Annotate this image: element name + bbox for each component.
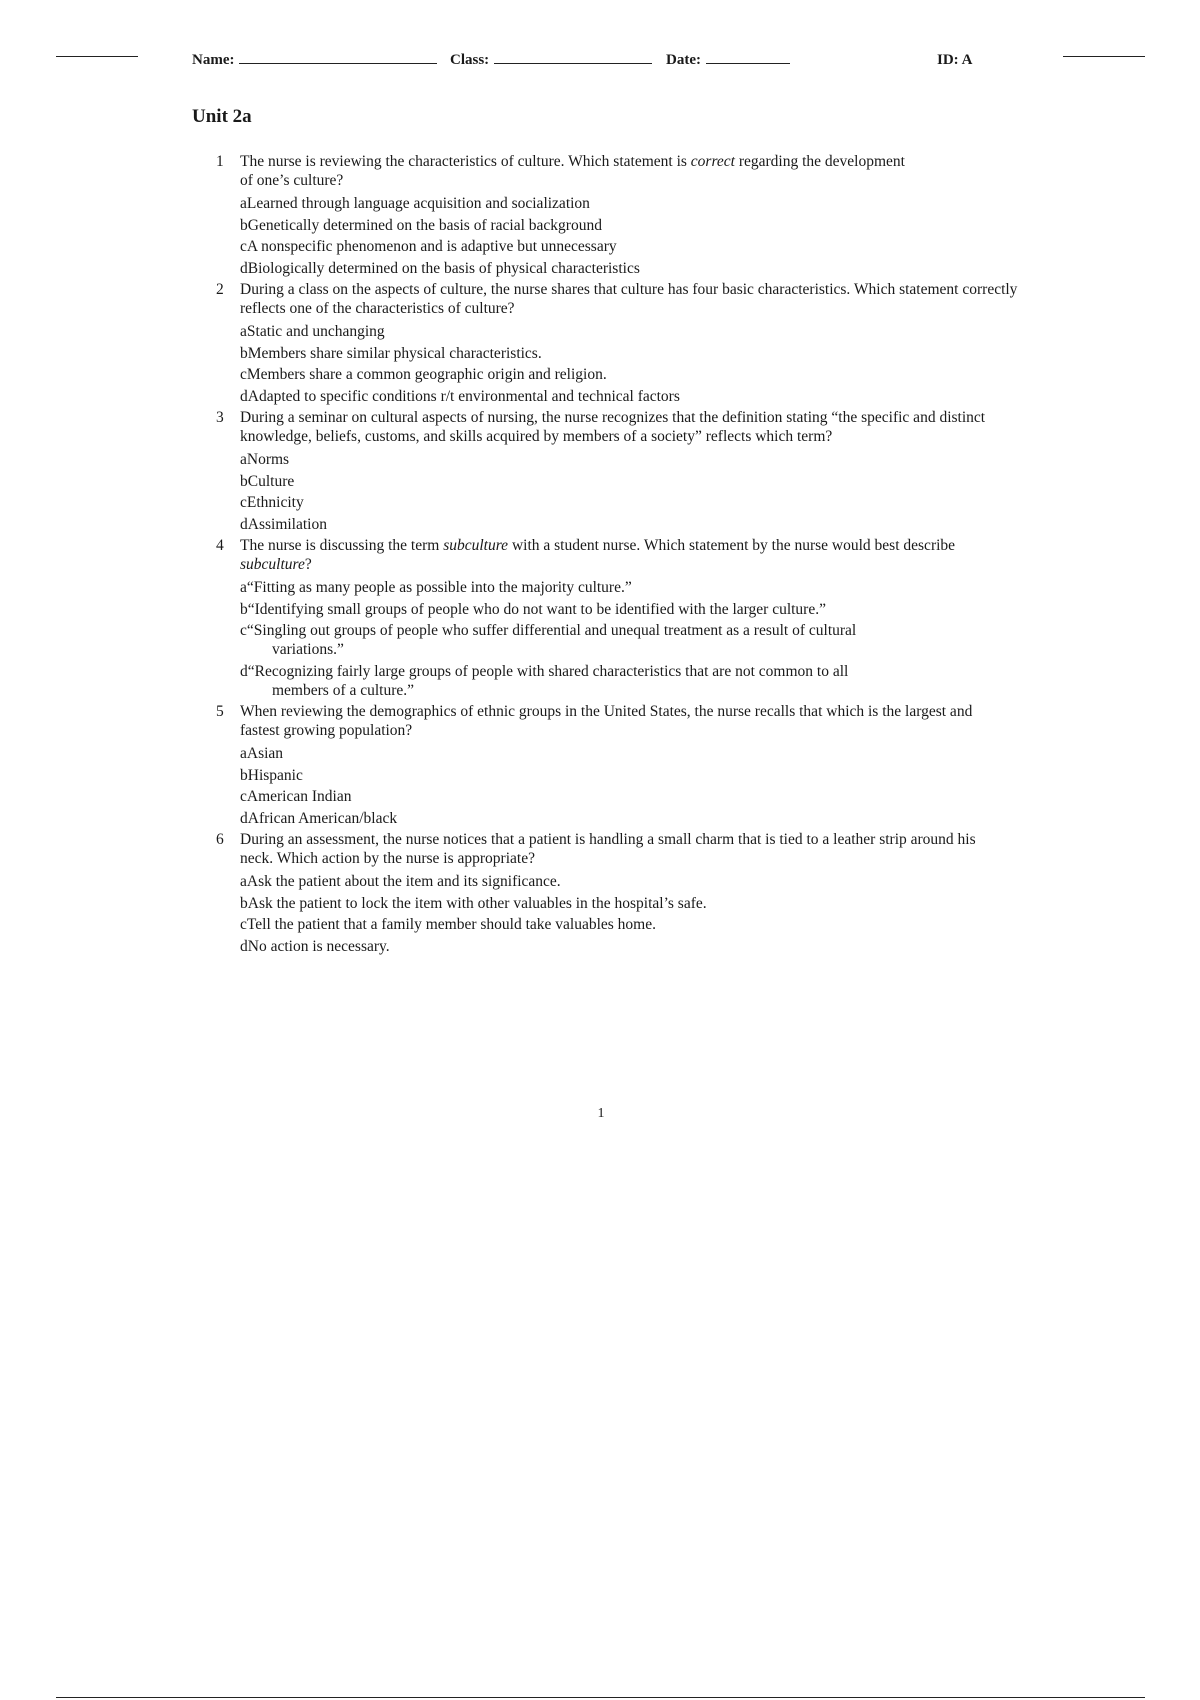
option-letter: c xyxy=(240,916,247,933)
question-stem: During a class on the aspects of culture, the nurse shares that culture has four basic characteristics. Which statement correctly reflects one of the characteristics of culture? xyxy=(240,281,1018,317)
question-stem xyxy=(240,152,920,190)
question-3 xyxy=(210,408,1010,534)
option-letter: b xyxy=(240,600,248,618)
option-text: Adapted to specific conditions r/t environmental and technical factors xyxy=(247,387,680,405)
option-text: Members share similar physical characteristics. xyxy=(247,344,542,362)
option-letter: b xyxy=(240,216,248,234)
question-2 xyxy=(210,280,1018,406)
question-stem xyxy=(240,536,1000,574)
option-d xyxy=(240,937,1010,956)
option-a xyxy=(240,578,862,597)
option-text: American Indian xyxy=(246,788,352,805)
option-d xyxy=(240,662,862,700)
option-b xyxy=(240,766,1010,785)
date-label: Date: xyxy=(666,52,701,68)
option-letter: a xyxy=(240,451,247,468)
top-left-rule xyxy=(56,56,138,57)
class-blank xyxy=(494,62,652,64)
stem-emphasis: subculture xyxy=(240,556,305,573)
option-letter: c xyxy=(240,788,247,805)
option-c xyxy=(240,621,862,659)
option-letter: a xyxy=(240,579,247,596)
question-stem: When reviewing the demographics of ethnic groups in the United States, the nurse recalls that which is the largest and fastest growing population? xyxy=(240,703,973,739)
question-stem: During a seminar on cultural aspects of nursing, the nurse recognizes that the definition stating “the specific and distinct knowledge, beliefs, customs, and skills acquired by members of a society” reflects which term? xyxy=(240,409,986,445)
question-6 xyxy=(210,830,1010,956)
option-text: Norms xyxy=(246,451,290,468)
option-letter: c xyxy=(240,494,247,511)
option-c xyxy=(240,915,1010,934)
class-field xyxy=(450,52,652,69)
option-d xyxy=(240,259,1010,278)
option-letter: b xyxy=(240,344,248,362)
option-b xyxy=(240,894,1010,913)
option-text: “Identifying small groups of people who do not want to be identified with the larger culture.” xyxy=(247,600,826,618)
date-field xyxy=(666,52,790,69)
option-letter: d xyxy=(240,809,248,827)
question-1 xyxy=(210,152,1010,278)
option-letter: a xyxy=(240,323,247,340)
option-text: Hispanic xyxy=(247,766,303,784)
question-number: 1 xyxy=(216,153,224,170)
option-letter: d xyxy=(240,937,248,955)
option-d xyxy=(240,515,1010,534)
option-text: Ethnicity xyxy=(246,494,304,511)
option-letter: c xyxy=(240,238,247,255)
question-number: 3 xyxy=(216,409,224,426)
id-label: ID: A xyxy=(937,52,973,68)
option-letter: a xyxy=(240,745,247,762)
stem-text: ? xyxy=(304,556,312,573)
option-letter: c xyxy=(240,366,247,383)
question-5 xyxy=(210,702,1010,828)
option-d xyxy=(240,387,1010,406)
unit-title: Unit 2a xyxy=(192,106,252,127)
option-text: Assimilation xyxy=(247,515,327,533)
option-letter: d xyxy=(240,515,248,533)
page-number: 1 xyxy=(597,1106,605,1121)
option-text: “Fitting as many people as possible into the majority culture.” xyxy=(246,579,632,596)
option-letter: b xyxy=(240,766,248,784)
option-text: Ask the patient about the item and its significance. xyxy=(246,873,561,890)
option-text: Asian xyxy=(246,745,284,762)
option-b xyxy=(240,600,862,619)
option-c xyxy=(240,237,1010,256)
question-number: 5 xyxy=(216,703,224,720)
option-c xyxy=(240,493,1010,512)
question-stem: During an assessment, the nurse notices that a patient is handling a small charm that is tied to a leather strip around his neck. Which action by the nurse is appropriate? xyxy=(240,831,976,867)
question-number: 4 xyxy=(216,537,224,554)
option-a xyxy=(240,322,1010,341)
option-a xyxy=(240,450,1010,469)
option-text: Culture xyxy=(247,472,295,490)
name-blank xyxy=(239,62,437,64)
option-c xyxy=(240,787,1010,806)
option-b xyxy=(240,344,1010,363)
option-letter: b xyxy=(240,894,248,912)
option-d xyxy=(240,809,1010,828)
question-list xyxy=(210,152,1018,958)
option-text: “Recognizing fairly large groups of people with shared characteristics that are not common to all members of a culture.” xyxy=(247,662,849,699)
option-text: Ask the patient to lock the item with other valuables in the hospital’s safe. xyxy=(247,894,707,912)
name-field xyxy=(192,52,437,69)
option-a xyxy=(240,744,1010,763)
stem-text: regarding the development of one’s culture? xyxy=(240,153,905,189)
name-label: Name: xyxy=(192,52,235,68)
bottom-rule xyxy=(56,1697,1145,1698)
question-number: 6 xyxy=(216,831,224,848)
option-letter: a xyxy=(240,873,247,890)
option-text: Static and unchanging xyxy=(246,323,385,340)
stem-text: The nurse is discussing the term xyxy=(240,537,444,554)
option-text: Biologically determined on the basis of physical characteristics xyxy=(247,259,640,277)
option-text: A nonspecific phenomenon and is adaptive but unnecessary xyxy=(246,238,617,255)
question-4 xyxy=(210,536,1010,700)
stem-text: with a student nurse. Which statement by the nurse would best describe xyxy=(508,537,956,554)
option-letter: d xyxy=(240,662,248,680)
option-letter: d xyxy=(240,259,248,277)
option-text: No action is necessary. xyxy=(247,937,390,955)
stem-emphasis: subculture xyxy=(443,537,509,554)
option-b xyxy=(240,216,1010,235)
option-a xyxy=(240,194,1010,213)
option-text: “Singling out groups of people who suffer differential and unequal treatment as a result of cultural variations.” xyxy=(246,622,857,658)
option-text: Learned through language acquisition and socialization xyxy=(246,195,590,212)
option-letter: d xyxy=(240,387,248,405)
top-right-rule xyxy=(1063,56,1145,57)
class-label: Class: xyxy=(450,52,490,68)
option-letter: a xyxy=(240,195,247,212)
option-b xyxy=(240,472,1010,491)
stem-text: The nurse is reviewing the characteristics of culture. Which statement is xyxy=(240,153,691,170)
option-letter: c xyxy=(240,622,247,639)
option-a xyxy=(240,872,1010,891)
header xyxy=(192,52,992,76)
stem-emphasis: correct xyxy=(690,153,735,170)
option-text: Members share a common geographic origin and religion. xyxy=(246,366,607,383)
date-blank xyxy=(706,62,790,64)
option-letter: b xyxy=(240,472,248,490)
option-text: Tell the patient that a family member should take valuables home. xyxy=(246,916,656,933)
option-text: African American/black xyxy=(247,809,398,827)
option-c xyxy=(240,365,1010,384)
option-text: Genetically determined on the basis of racial background xyxy=(247,216,602,234)
question-number: 2 xyxy=(216,281,224,298)
